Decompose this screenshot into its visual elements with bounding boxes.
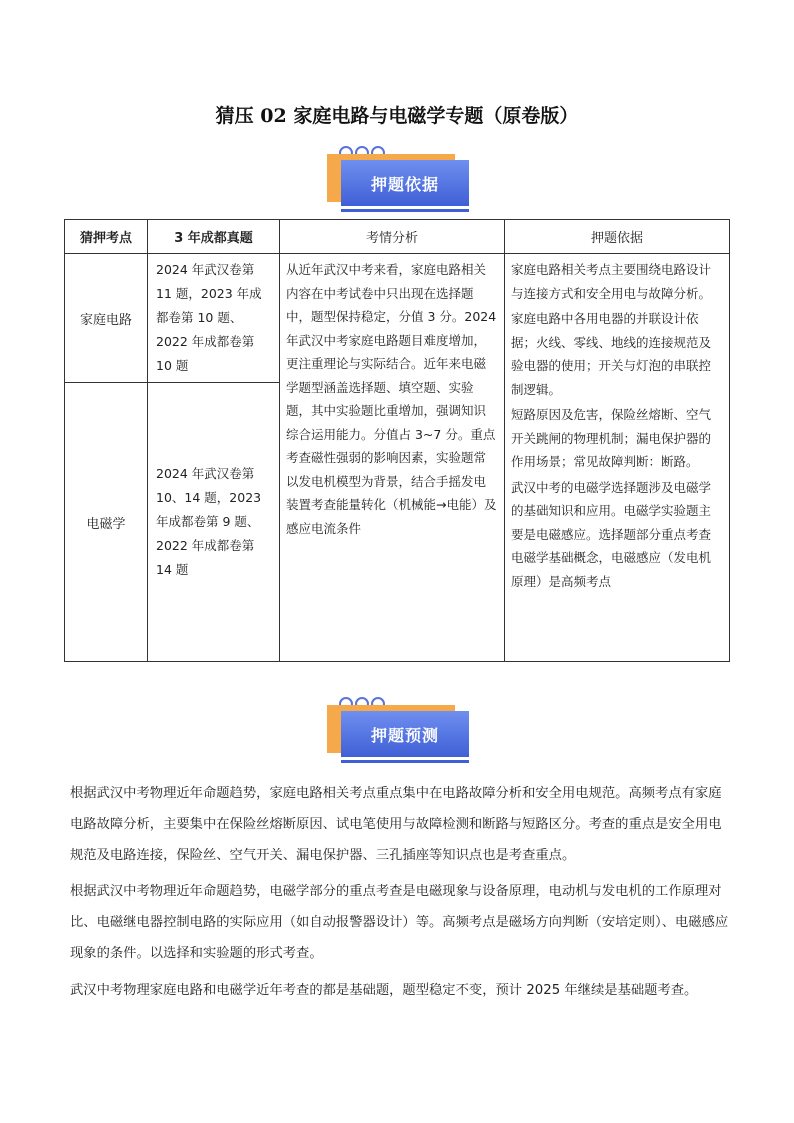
exam-cell: 2024 年武汉卷第 11 题，2023 年成都卷第 10 题、2022 年成都卷第 10 题 [148, 254, 280, 383]
exam-cell: 2024 年武汉卷第 10、14 题，2023 年成都卷第 9 题、2022 年成都卷第 14 题 [148, 383, 280, 662]
analysis-cell: 从近年武汉中考来看，家庭电路相关内容在中考试卷中只出现在选择题中，题型保持稳定，分值 3 分。2024 年武汉中考家庭电路题目难度增加，更注重理论与实际结合。近年来电磁学题型涵盖选择题、填空题、实验题，其中实验题比重增加，强调知识综合运用能力。分值占 3~7 分。重点考查磁性强弱的影响因素，实验题常以发电机模型为背景，结合手摇发电装置考查能量转化（机械能→电能）及感应电流条件 [280, 254, 505, 662]
analysis-table [64, 219, 730, 662]
header-point: 猜押考点 [65, 220, 148, 254]
badge-label: 押题依据 [341, 160, 469, 206]
point-cell: 家庭电路 [65, 254, 148, 383]
point-cell: 电磁学 [65, 383, 148, 662]
basis-cell [505, 254, 730, 662]
table-header-row [65, 220, 730, 254]
header-analysis: 考情分析 [280, 220, 505, 254]
forecast-paragraph: 武汉中考物理家庭电路和电磁学近年考查的都是基础题，题型稳定不变，预计 2025 年继续是基础题考查。 [70, 983, 698, 998]
badge-label: 押题预测 [341, 711, 469, 757]
page-title: 猜压 02 家庭电路与电磁学专题（原卷版） [215, 105, 579, 127]
header-exam: 3 年成都真题 [148, 220, 280, 254]
basis-paragraph: 武汉中考的电磁学选择题涉及电磁学的基础知识和应用。电磁学实验题主要是电磁感应。选择题部分重点考查电磁学基础概念，电磁感应（发电机原理）是高频考点 [511, 479, 712, 589]
forecast-paragraph: 根据武汉中考物理近年命题趋势，家庭电路相关考点重点集中在电路故障分析和安全用电规范。高频考点有家庭电路故障分析，主要集中在保险丝熔断原因、试电笔使用与故障检测和断路与短路区分。考查的重点是安全用电规范及电路连接，保险丝、空气开关、漏电保护器、三孔插座等知识点也是考查重点。 [70, 786, 722, 863]
basis-paragraph: 家庭电路中各用电器的并联设计依据；火线、零线、地线的连接规范及验电器的使用；开关与灯泡的串联控制逻辑。 [511, 311, 712, 397]
header-basis: 押题依据 [505, 220, 730, 254]
basis-paragraph: 短路原因及危害，保险丝熔断、空气开关跳闸的物理机制；漏电保护器的作用场景；常见故障判断：断路。 [511, 407, 712, 469]
section-badge-forecast [327, 697, 477, 767]
table-row [65, 254, 730, 383]
section-badge-basis [327, 146, 477, 216]
basis-paragraph: 家庭电路相关考点主要围绕电路设计与连接方式和安全用电与故障分析。 [511, 262, 712, 301]
forecast-paragraph: 根据武汉中考物理近年命题趋势，电磁学部分的重点考查是电磁现象与设备原理，电动机与发电机的工作原理对比、电磁继电器控制电路的实际应用（如自动报警器设计）等。高频考点是磁场方向判断（安培定则）、电磁感应现象的条件。以选择和实验题的形式考查。 [70, 884, 729, 961]
